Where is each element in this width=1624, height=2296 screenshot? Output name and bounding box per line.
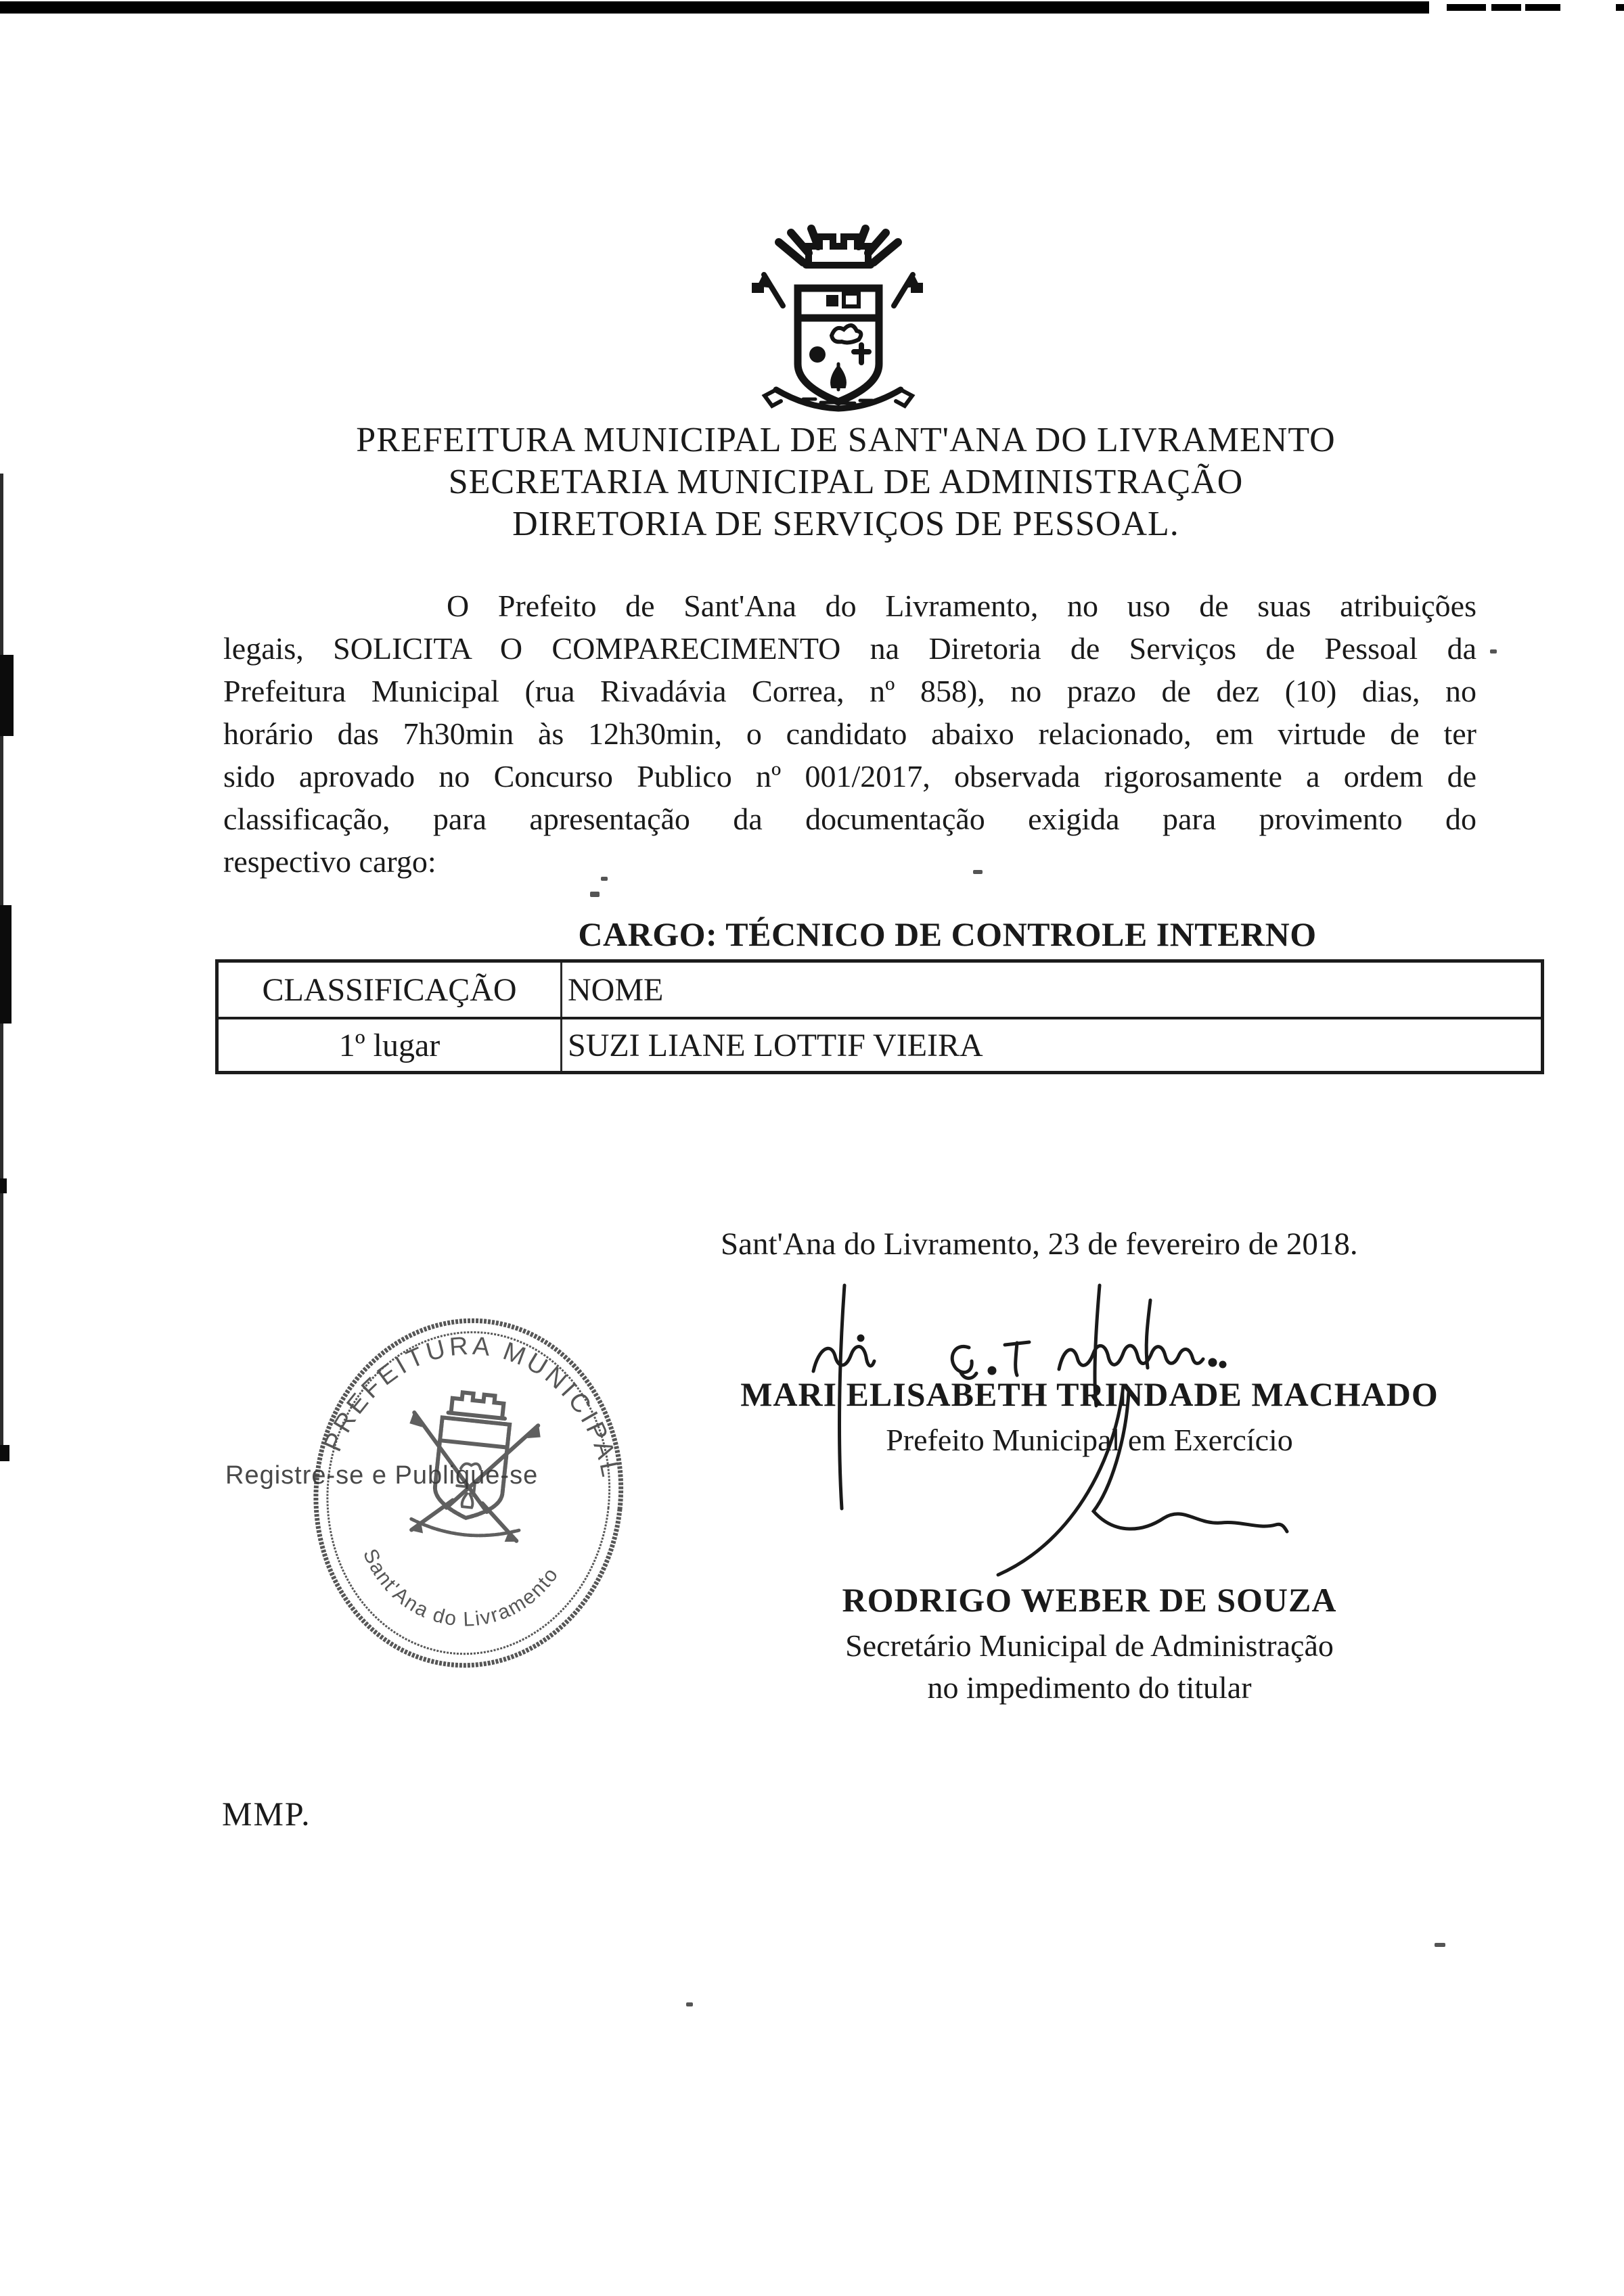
scan-artifact-blob xyxy=(0,905,12,1024)
scan-artifact-speck xyxy=(1490,649,1497,653)
scan-artifact-blob xyxy=(0,655,14,736)
body-paragraph xyxy=(223,584,1476,883)
scan-artifact-dash xyxy=(1616,4,1624,11)
org-name-line3: DIRETORIA DE SERVIÇOS DE PESSOAL. xyxy=(512,505,1179,543)
org-name-line2: SECRETARIA MUNICIPAL DE ADMINISTRAÇÃO xyxy=(448,463,1244,501)
signer2-role-line2: no impedimento do titular xyxy=(927,1670,1252,1705)
body-line: classificação, para apresentação da documentação exigida para provimento do xyxy=(223,802,1476,836)
scan-artifact-dash xyxy=(1491,4,1521,11)
stamp-arc-bottom-text: Sant'Ana do Livramento xyxy=(358,1545,564,1631)
signer1-role: Prefeito Municipal em Exercício xyxy=(886,1423,1293,1457)
body-line: sido aprovado no Concurso Publico nº 001/2017, observada rigorosamente a ordem de xyxy=(223,759,1476,794)
document-header xyxy=(68,419,1624,545)
table-row xyxy=(219,1019,1541,1071)
signer2-role-line1: Secretário Municipal de Administração xyxy=(845,1628,1334,1663)
scan-artifact-speck xyxy=(686,2002,693,2006)
cell-classificacao: 1º lugar xyxy=(219,1019,562,1071)
table-header-nome: NOME xyxy=(568,971,664,1008)
stamp-overlay-text: Registre-se e Publique-se xyxy=(225,1461,539,1490)
body-line: respectivo cargo: xyxy=(223,844,436,879)
body-line: legais, SOLICITA O COMPARECIMENTO na Diretoria de Serviços de Pessoal da xyxy=(223,631,1476,666)
body-line: O Prefeito de Sant'Ana do Livramento, no uso de suas atribuições xyxy=(447,589,1476,623)
body-line: Prefeitura Municipal (rua Rivadávia Correa, nº 858), no prazo de dez (10) dias, no xyxy=(223,674,1476,708)
scan-artifact-dash xyxy=(1447,4,1486,11)
cargo-heading: CARGO: TÉCNICO DE CONTROLE INTERNO xyxy=(578,915,1317,953)
table-header-classificacao: CLASSIFICAÇÃO xyxy=(219,963,562,1017)
body-line: horário das 7h30min às 12h30min, o candidato abaixo relacionado, em virtude de ter xyxy=(223,716,1476,751)
svg-text:Sant'Ana do Livramento xyxy=(352,1544,564,1641)
org-name-line1: PREFEITURA MUNICIPAL DE SANT'ANA DO LIVRAMENTO xyxy=(356,421,1336,459)
scan-artifact-blob xyxy=(0,1178,7,1193)
scan-artifact-speck xyxy=(1435,1943,1445,1947)
table-header-row xyxy=(219,963,1541,1019)
signer2-name: RODRIGO WEBER DE SOUZA xyxy=(842,1581,1337,1619)
scan-artifact-top-bar xyxy=(0,1,1429,14)
scan-artifact-speck xyxy=(590,892,600,897)
coat-of-arms-icon xyxy=(741,223,934,419)
cell-nome: SUZI LIANE LOTTIF VIEIRA xyxy=(568,1027,983,1063)
municipal-seal-stamp xyxy=(288,1298,648,1691)
scan-artifact-dash xyxy=(1525,4,1560,11)
scan-artifact-blob xyxy=(0,1445,9,1461)
footer-initials: MMP. xyxy=(222,1795,311,1833)
handwritten-signature-icon xyxy=(961,1379,1299,1582)
signer1-name: MARI ELISABETH TRINDADE MACHADO xyxy=(740,1375,1439,1413)
stamp-arc-top-text: PREFEITURA MUNICIPAL xyxy=(318,1331,625,1483)
date-line: Sant'Ana do Livramento, 23 de fevereiro de 2018. xyxy=(721,1226,1358,1262)
classification-table xyxy=(215,959,1544,1074)
